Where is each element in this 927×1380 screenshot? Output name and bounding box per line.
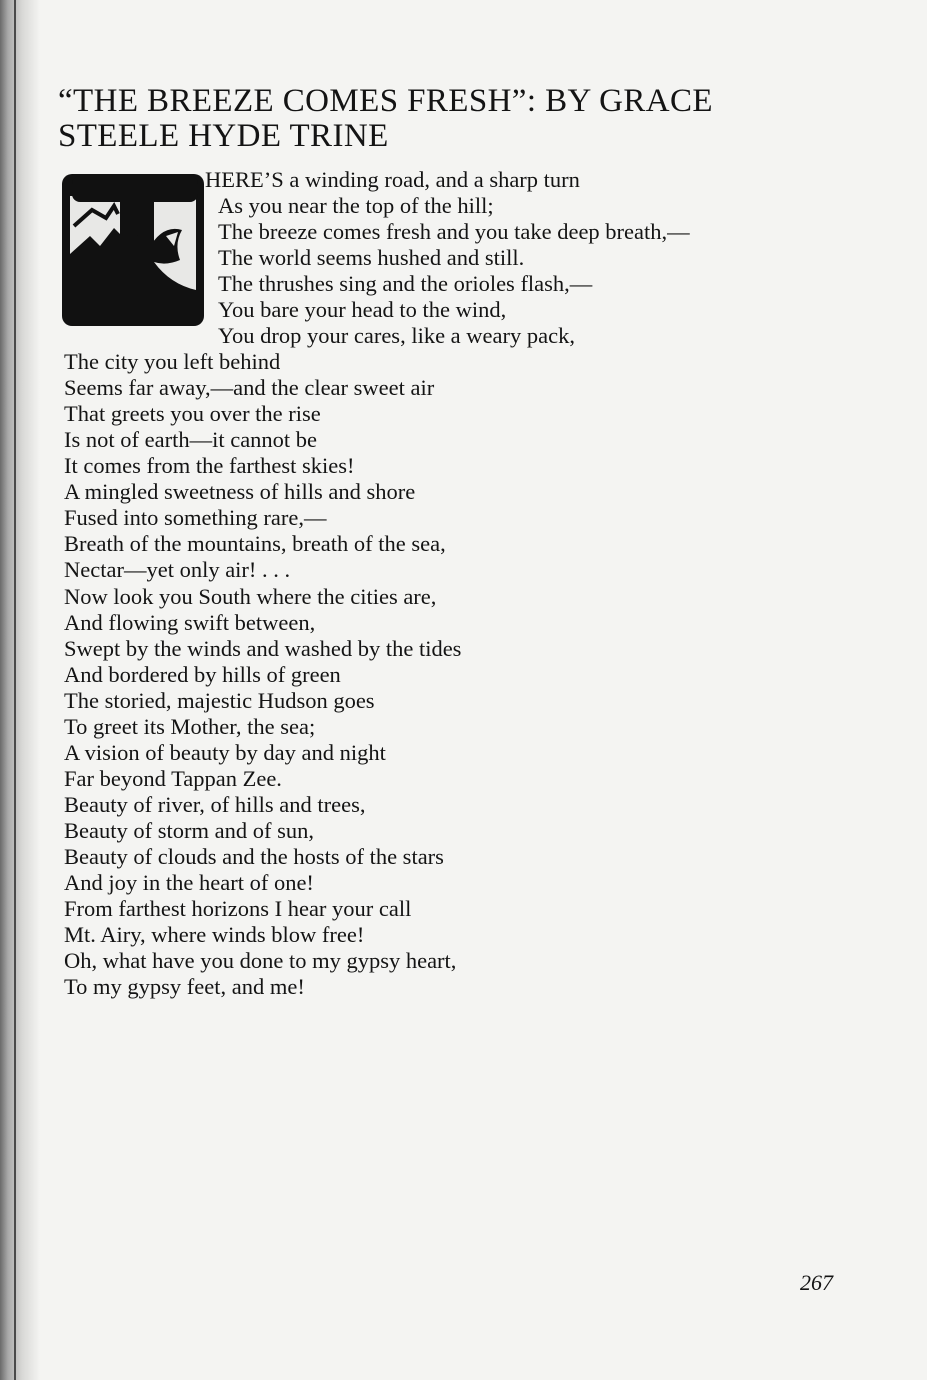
poem-first-line: HERE’S a winding road, and a sharp turn: [205, 167, 580, 192]
poem-line: The breeze comes fresh and you take deep breath,—: [218, 219, 690, 244]
poem-line: The world seems hushed and still.: [218, 245, 525, 270]
poem-line: And bordered by hills of green: [64, 662, 341, 687]
title-line-1: “THE BREEZE COMES FRESH”: BY GRACE: [58, 83, 713, 119]
poem-line: Now look you South where the cities are,: [64, 584, 437, 609]
poem-line: Is not of earth—it cannot be: [64, 427, 318, 452]
poem-line: You drop your cares, like a weary pack,: [218, 323, 575, 348]
poem-line: A vision of beauty by day and night: [64, 740, 386, 765]
poem-title: [58, 84, 888, 154]
poem-line: Breath of the mountains, breath of the sea,: [64, 531, 446, 556]
poem-line: That greets you over the rise: [64, 401, 321, 426]
poem-line: Fused into something rare,—: [64, 505, 327, 530]
poem-line: The thrushes sing and the orioles flash,—: [218, 271, 593, 296]
poem-line: Beauty of storm and of sun,: [64, 818, 314, 843]
poem-line: Beauty of clouds and the hosts of the stars: [64, 844, 444, 869]
poem-line: Mt. Airy, where winds blow free!: [64, 922, 365, 947]
poem-line: As you near the top of the hill;: [218, 193, 494, 218]
poem-line: Oh, what have you done to my gypsy heart,: [64, 948, 457, 973]
poem-line: From farthest horizons I hear your call: [64, 896, 412, 921]
poem-line: Beauty of river, of hills and trees,: [64, 792, 366, 817]
poem-line: A mingled sweetness of hills and shore: [64, 479, 416, 504]
poem-line: And flowing swift between,: [64, 610, 316, 635]
dropcap-letter: T: [137, 236, 138, 237]
poem-line: To greet its Mother, the sea;: [64, 714, 316, 739]
illustrated-dropcap-t: [62, 166, 204, 326]
poem-line: It comes from the farthest skies!: [64, 453, 355, 478]
poem-line: The city you left behind: [64, 349, 281, 374]
poem-line: The storied, majestic Hudson goes: [64, 688, 375, 713]
poem-line: To my gypsy feet, and me!: [64, 974, 305, 999]
poem-line: And joy in the heart of one!: [64, 870, 314, 895]
poem-line: Far beyond Tappan Zee.: [64, 766, 282, 791]
title-line-2: STEELE HYDE TRINE: [58, 118, 389, 154]
book-binding-shadow: [0, 0, 40, 1380]
page-number: 267: [800, 1270, 833, 1295]
binding-edge-line: [14, 0, 16, 1380]
poem-line: Nectar—yet only air! . . .: [64, 557, 291, 582]
poem-line: Swept by the winds and washed by the tides: [64, 636, 462, 661]
poem-line: You bare your head to the wind,: [218, 297, 507, 322]
poem-line: Seems far away,—and the clear sweet air: [64, 375, 435, 400]
